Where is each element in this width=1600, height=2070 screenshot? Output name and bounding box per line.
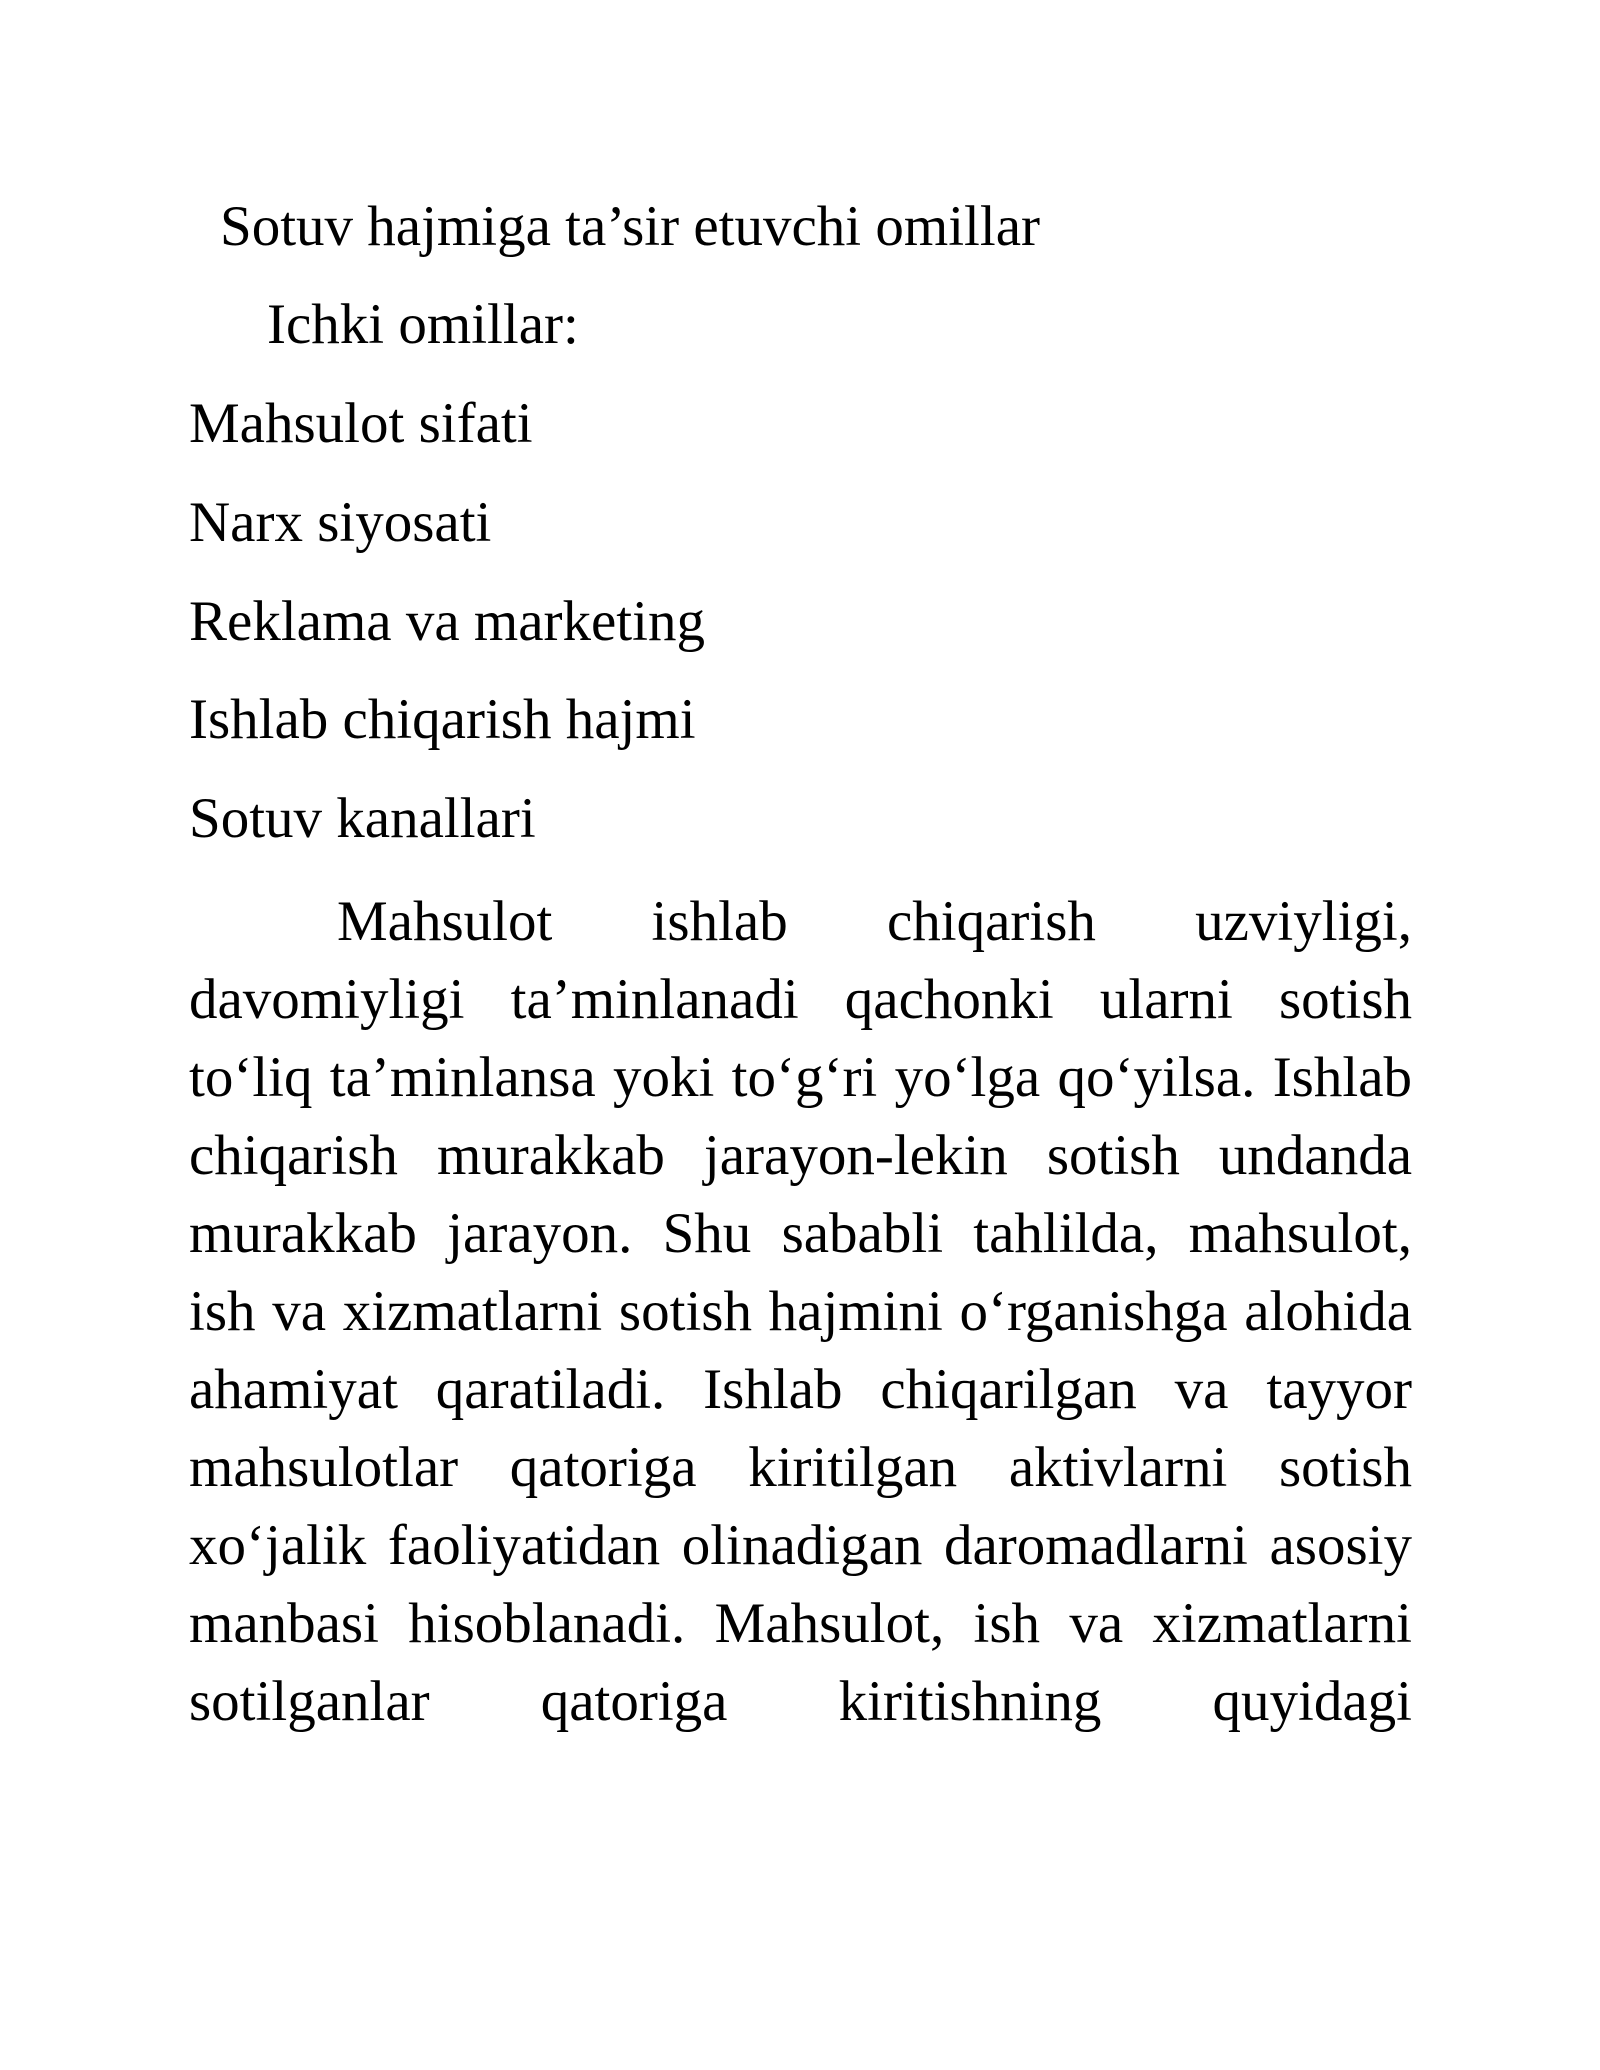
document-title: Sotuv hajmiga ta’sir etuvchi omillar — [220, 195, 1041, 258]
section-subtitle: Ichki omillar: — [267, 293, 579, 356]
list-item: Reklama va marketing — [189, 590, 705, 653]
list-item: Mahsulot sifati — [189, 392, 533, 455]
body-paragraph: Mahsulot ishlab chiqarish uzviyligi, davomiyligi ta’minlanadi qachonki ularni sotish to‘liq ta’minlansa yoki to‘g‘ri yo‘lga qo‘yilsa. Ishlab chiqarish murakkab jarayon-lekin sotish undanda murakkab jarayon. Shu sababli tahlilda, mahsulot, ish va xizmatlarni sotish hajmini o‘rganishga alohida ahamiyat qaratiladi. Ishlab chiqarilgan va tayyor mahsulotlar qatoriga kiritilgan aktivlarni sotish xo‘jalik faoliyatidan olinadigan daromadlarni asosiy manbasi hisoblanadi. Mahsulot, ish va xizmatlarni sotilganlar qatoriga kiritishning quyidagi — [189, 890, 1412, 1733]
list-item: Ishlab chiqarish hajmi — [189, 688, 696, 751]
list-item: Narx siyosati — [189, 491, 492, 554]
list-item: Sotuv kanallari — [189, 787, 536, 850]
